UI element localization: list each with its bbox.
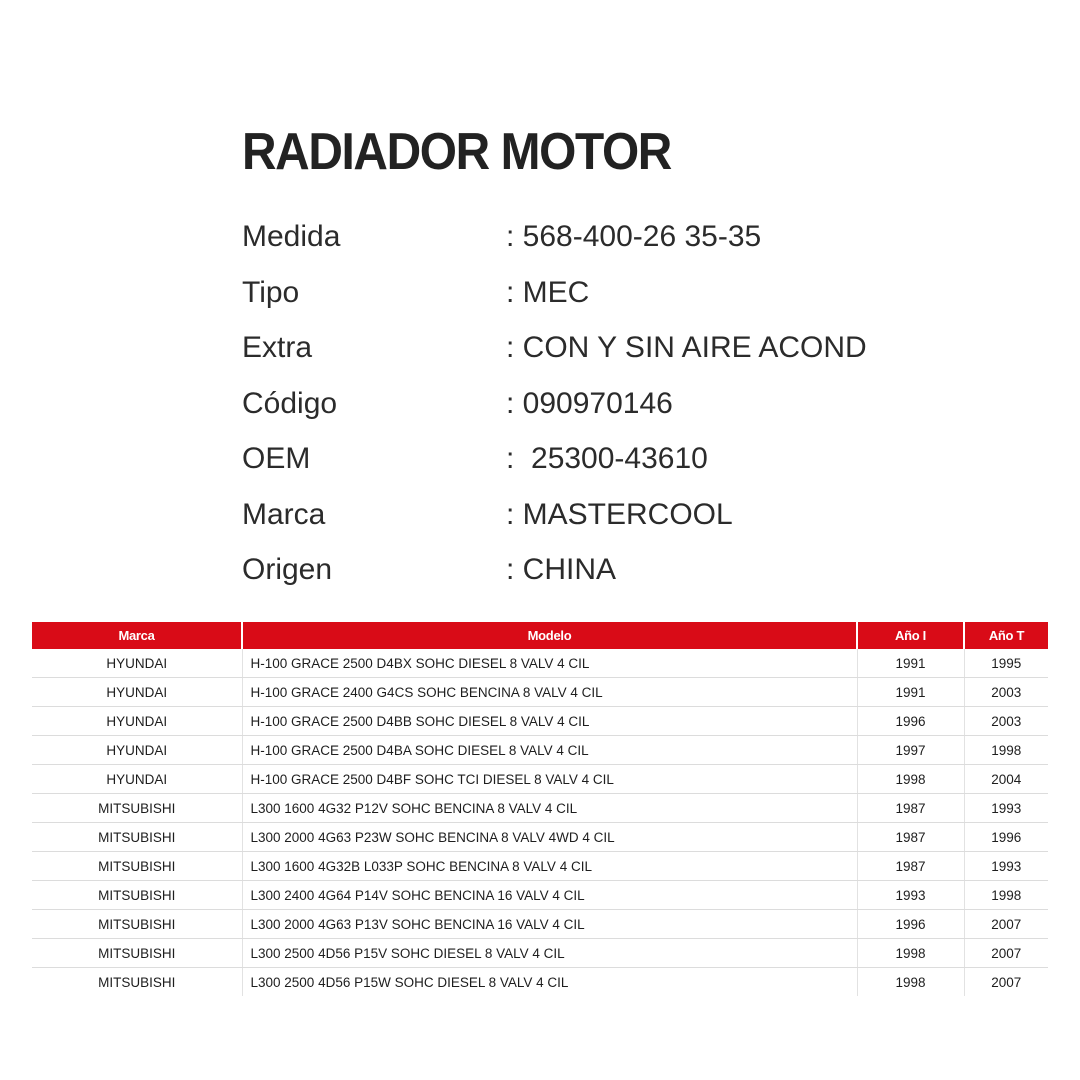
table-row <box>32 823 1048 852</box>
spec-label: Tipo <box>242 275 300 309</box>
cell-ano-i: 1991 <box>857 649 964 678</box>
spec-value: : CHINA <box>506 553 617 586</box>
cell-marca: HYUNDAI <box>32 649 242 678</box>
spec-value: : 25300-43610 <box>506 442 708 475</box>
cell-ano-t: 1995 <box>964 649 1048 678</box>
cell-ano-t: 1993 <box>964 794 1048 823</box>
cell-ano-t: 1998 <box>964 736 1048 765</box>
cell-ano-t: 2007 <box>964 939 1048 968</box>
spec-value: : 568-400-26 35-35 <box>506 220 762 253</box>
cell-ano-t: 1993 <box>964 852 1048 881</box>
cell-ano-i: 1998 <box>857 765 964 794</box>
cell-marca: MITSUBISHI <box>32 968 242 997</box>
cell-modelo: L300 2000 4G63 P13V SOHC BENCINA 16 VALV 4 CIL <box>242 910 857 939</box>
cell-ano-i: 1997 <box>857 736 964 765</box>
table-row <box>32 794 1048 823</box>
cell-modelo: L300 1600 4G32 P12V SOHC BENCINA 8 VALV 4 CIL <box>242 794 857 823</box>
cell-ano-t: 2007 <box>964 910 1048 939</box>
spec-value: : MASTERCOOL <box>506 497 733 531</box>
cell-marca: HYUNDAI <box>32 765 242 794</box>
cell-marca: MITSUBISHI <box>32 794 242 823</box>
cell-modelo: L300 2500 4D56 P15V SOHC DIESEL 8 VALV 4 CIL <box>242 939 857 968</box>
cell-ano-t: 2004 <box>964 765 1048 794</box>
cell-marca: HYUNDAI <box>32 736 242 765</box>
spec-row-oem <box>242 434 942 490</box>
cell-modelo: L300 2000 4G63 P23W SOHC BENCINA 8 VALV 4WD 4 CIL <box>242 823 857 852</box>
cell-modelo: H-100 GRACE 2500 D4BA SOHC DIESEL 8 VALV 4 CIL <box>242 736 857 765</box>
spec-row-medida <box>242 212 942 268</box>
spec-row-tipo <box>242 268 942 324</box>
cell-ano-t: 1998 <box>964 881 1048 910</box>
table-row <box>32 707 1048 736</box>
cell-ano-i: 1993 <box>857 881 964 910</box>
cell-ano-i: 1987 <box>857 852 964 881</box>
cell-ano-i: 1987 <box>857 823 964 852</box>
page-title: RADIADOR MOTOR <box>242 123 671 181</box>
spec-label: Marca <box>242 497 326 531</box>
cell-ano-i: 1998 <box>857 939 964 968</box>
cell-modelo: H-100 GRACE 2400 G4CS SOHC BENCINA 8 VALV 4 CIL <box>242 678 857 707</box>
table-header-row <box>32 622 1048 649</box>
cell-ano-i: 1996 <box>857 910 964 939</box>
spec-row-codigo <box>242 379 942 435</box>
column-header-ano-t: Año T <box>964 622 1048 649</box>
table-row <box>32 649 1048 678</box>
cell-modelo: L300 2400 4G64 P14V SOHC BENCINA 16 VALV 4 CIL <box>242 881 857 910</box>
column-header-modelo: Modelo <box>242 622 857 649</box>
spec-label: Código <box>242 386 338 420</box>
spec-label: Extra <box>242 331 313 364</box>
table-row <box>32 968 1048 997</box>
cell-ano-i: 1996 <box>857 707 964 736</box>
cell-ano-i: 1998 <box>857 968 964 997</box>
spec-label: Origen <box>242 553 333 586</box>
cell-modelo: L300 1600 4G32B L033P SOHC BENCINA 8 VALV 4 CIL <box>242 852 857 881</box>
spec-row-origen <box>242 545 942 601</box>
cell-ano-i: 1987 <box>857 794 964 823</box>
table-row <box>32 939 1048 968</box>
cell-ano-t: 1996 <box>964 823 1048 852</box>
spec-label: OEM <box>242 442 311 475</box>
cell-ano-i: 1991 <box>857 678 964 707</box>
cell-modelo: H-100 GRACE 2500 D4BB SOHC DIESEL 8 VALV 4 CIL <box>242 707 857 736</box>
cell-ano-t: 2003 <box>964 678 1048 707</box>
spec-value: : MEC <box>506 275 590 309</box>
table-body <box>32 649 1048 996</box>
table-row <box>32 765 1048 794</box>
cell-modelo: H-100 GRACE 2500 D4BX SOHC DIESEL 8 VALV 4 CIL <box>242 649 857 678</box>
column-header-ano-i: Año I <box>857 622 964 649</box>
cell-ano-t: 2007 <box>964 968 1048 997</box>
table-row <box>32 881 1048 910</box>
spec-label: Medida <box>242 220 341 253</box>
cell-marca: MITSUBISHI <box>32 939 242 968</box>
compatibility-table <box>32 622 1048 996</box>
table-row <box>32 852 1048 881</box>
spec-row-marca <box>242 490 942 546</box>
cell-modelo: L300 2500 4D56 P15W SOHC DIESEL 8 VALV 4 CIL <box>242 968 857 997</box>
column-header-marca: Marca <box>32 622 242 649</box>
table-row <box>32 736 1048 765</box>
cell-marca: MITSUBISHI <box>32 823 242 852</box>
cell-marca: MITSUBISHI <box>32 910 242 939</box>
spec-value: : CON Y SIN AIRE ACOND <box>506 331 867 364</box>
table-row <box>32 910 1048 939</box>
spec-list <box>242 212 942 601</box>
table-row <box>32 678 1048 707</box>
spec-value: : 090970146 <box>506 386 673 420</box>
cell-marca: MITSUBISHI <box>32 881 242 910</box>
cell-marca: HYUNDAI <box>32 707 242 736</box>
cell-modelo: H-100 GRACE 2500 D4BF SOHC TCI DIESEL 8 VALV 4 CIL <box>242 765 857 794</box>
spec-row-extra <box>242 323 942 379</box>
compatibility-table-container <box>32 622 1048 996</box>
cell-ano-t: 2003 <box>964 707 1048 736</box>
cell-marca: MITSUBISHI <box>32 852 242 881</box>
cell-marca: HYUNDAI <box>32 678 242 707</box>
